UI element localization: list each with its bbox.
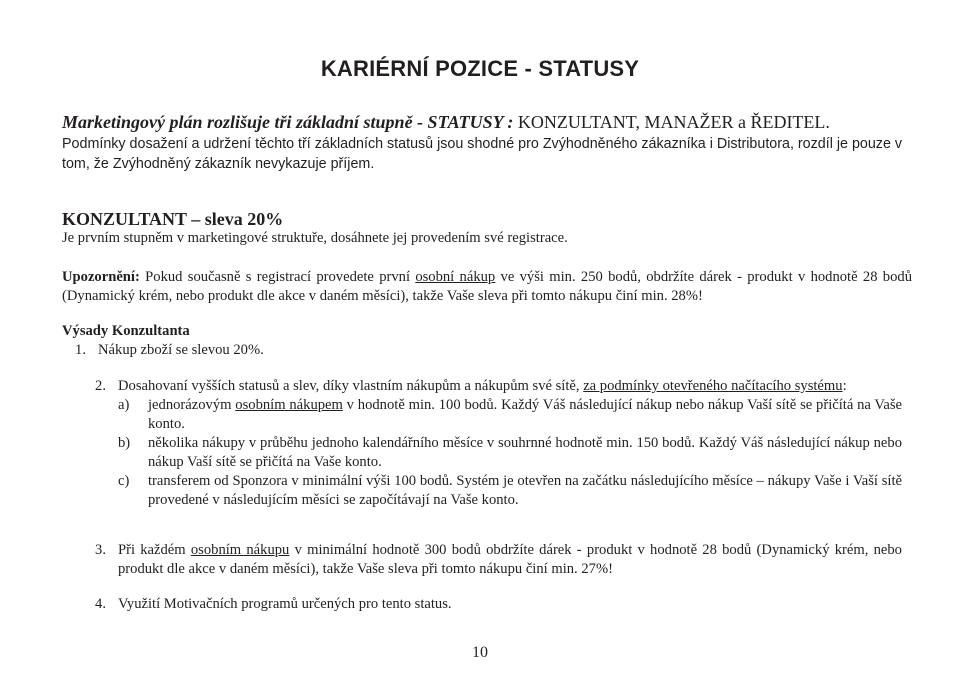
warning-paragraph bbox=[62, 268, 912, 306]
sub-a-text-a: jednorázovým bbox=[148, 397, 236, 413]
sub-item-a bbox=[118, 396, 902, 434]
konzultant-description: Je prvním stupněm v marketingové struktuře, dosáhnete jej provedením své registrace. bbox=[62, 230, 568, 246]
sub-text bbox=[148, 396, 902, 434]
item-text bbox=[118, 377, 902, 396]
page-title: KARIÉRNÍ POZICE - STATUSY bbox=[320, 56, 640, 81]
item-number: 1. bbox=[75, 342, 86, 358]
item-text bbox=[118, 541, 902, 579]
intro-body: Podmínky dosažení a udržení těchto tří základních statusů jsou shodné pro Zvýhodněného zákazníka i Distributora, rozdíl je pouze v tom, že Zvýhodněný zákazník nevykazuje příjem. bbox=[62, 136, 903, 172]
benefit-item-3 bbox=[62, 541, 902, 579]
intro-lead-statuses: KONZULTANT, MANAŽER a ŘEDITEL. bbox=[513, 112, 830, 132]
item2-link-system[interactable]: za podmínky otevřeného načítacího systému bbox=[583, 378, 843, 394]
benefits-heading bbox=[62, 322, 912, 341]
item3-text-b: v minimální hodnotě 300 bodů obdržíte dárek - produkt v hodnotě 28 bodů (Dynamický krém, nebo produkt dle akce v daném měsíci), takže Vaše sleva při tomto nákupu činí min. 27%! bbox=[118, 542, 902, 577]
intro-paragraph bbox=[62, 112, 912, 174]
sub-a-text-b: v hodnotě min. 100 bodů. Každý Váš následující nákup nebo nákup Vaší sítě se přičítá na Vaše konto. bbox=[148, 397, 902, 432]
item-number: 2. bbox=[95, 378, 106, 394]
sub-letter: c) bbox=[118, 473, 130, 489]
sub-item-c bbox=[118, 472, 902, 510]
item-number: 4. bbox=[95, 596, 106, 612]
item2-text-a: Dosahovaní vyšších statusů a slev, díky vlastním nákupům a nákupům své sítě, bbox=[118, 378, 584, 394]
warning-text-a: Pokud současně s registrací provedete první bbox=[139, 269, 416, 285]
benefits-heading-text: Výsady Konzultanta bbox=[62, 323, 190, 339]
sub-a-link-osobni-nakup[interactable]: osobním nákupem bbox=[235, 397, 343, 413]
benefit-item-4 bbox=[62, 595, 902, 614]
sub-letter: a) bbox=[118, 397, 130, 413]
sub-text: transferem od Sponzora v minimální výši 100 bodů. Systém je otevřen na začátku následujícího měsíce – nákupy Vaše i Vaší sítě provedené v následujícím měsíci se započítávají na Vaše konto. bbox=[148, 473, 902, 508]
benefit-item-1 bbox=[62, 341, 902, 360]
item3-link-osobni-nakup[interactable]: osobním nákupu bbox=[190, 542, 290, 558]
konzultant-heading: KONZULTANT – sleva 20% bbox=[62, 209, 284, 229]
warning-label: Upozornění: bbox=[62, 269, 140, 285]
warning-link-osobni-nakup[interactable]: osobní nákup bbox=[415, 269, 496, 285]
item-number: 3. bbox=[95, 542, 106, 558]
item2-text-b: : bbox=[842, 378, 847, 394]
item-text: Nákup zboží se slevou 20%. bbox=[98, 342, 264, 358]
warning-text-b: ve výši min. 250 bodů, obdržíte dárek - produkt v hodnotě 28 bodů (Dynamický krém, nebo produkt dle akce v daném měsíci), takže Vaše sleva při tomto nákupu činí min. 28%! bbox=[62, 269, 912, 304]
sub-item-b bbox=[118, 434, 902, 472]
intro-lead-italic: Marketingový plán rozlišuje tři základní stupně - STATUSY : bbox=[62, 112, 514, 132]
page-number: 10 bbox=[472, 644, 488, 661]
intro-lead bbox=[62, 112, 830, 132]
sub-letter: b) bbox=[118, 435, 131, 451]
konzultant-section bbox=[62, 210, 912, 248]
item3-text-a: Při každém bbox=[118, 542, 191, 558]
sub-text: několika nákupy v průběhu jednoho kalendářního měsíce v souhrnné hodnotě min. 150 bodů. Každý Váš následující nákup nebo nákup Vaší sítě se přičítá na Vaše konto. bbox=[148, 435, 902, 470]
item-text: Využití Motivačních programů určených pro tento status. bbox=[118, 596, 452, 612]
benefit-item-2 bbox=[62, 377, 902, 510]
